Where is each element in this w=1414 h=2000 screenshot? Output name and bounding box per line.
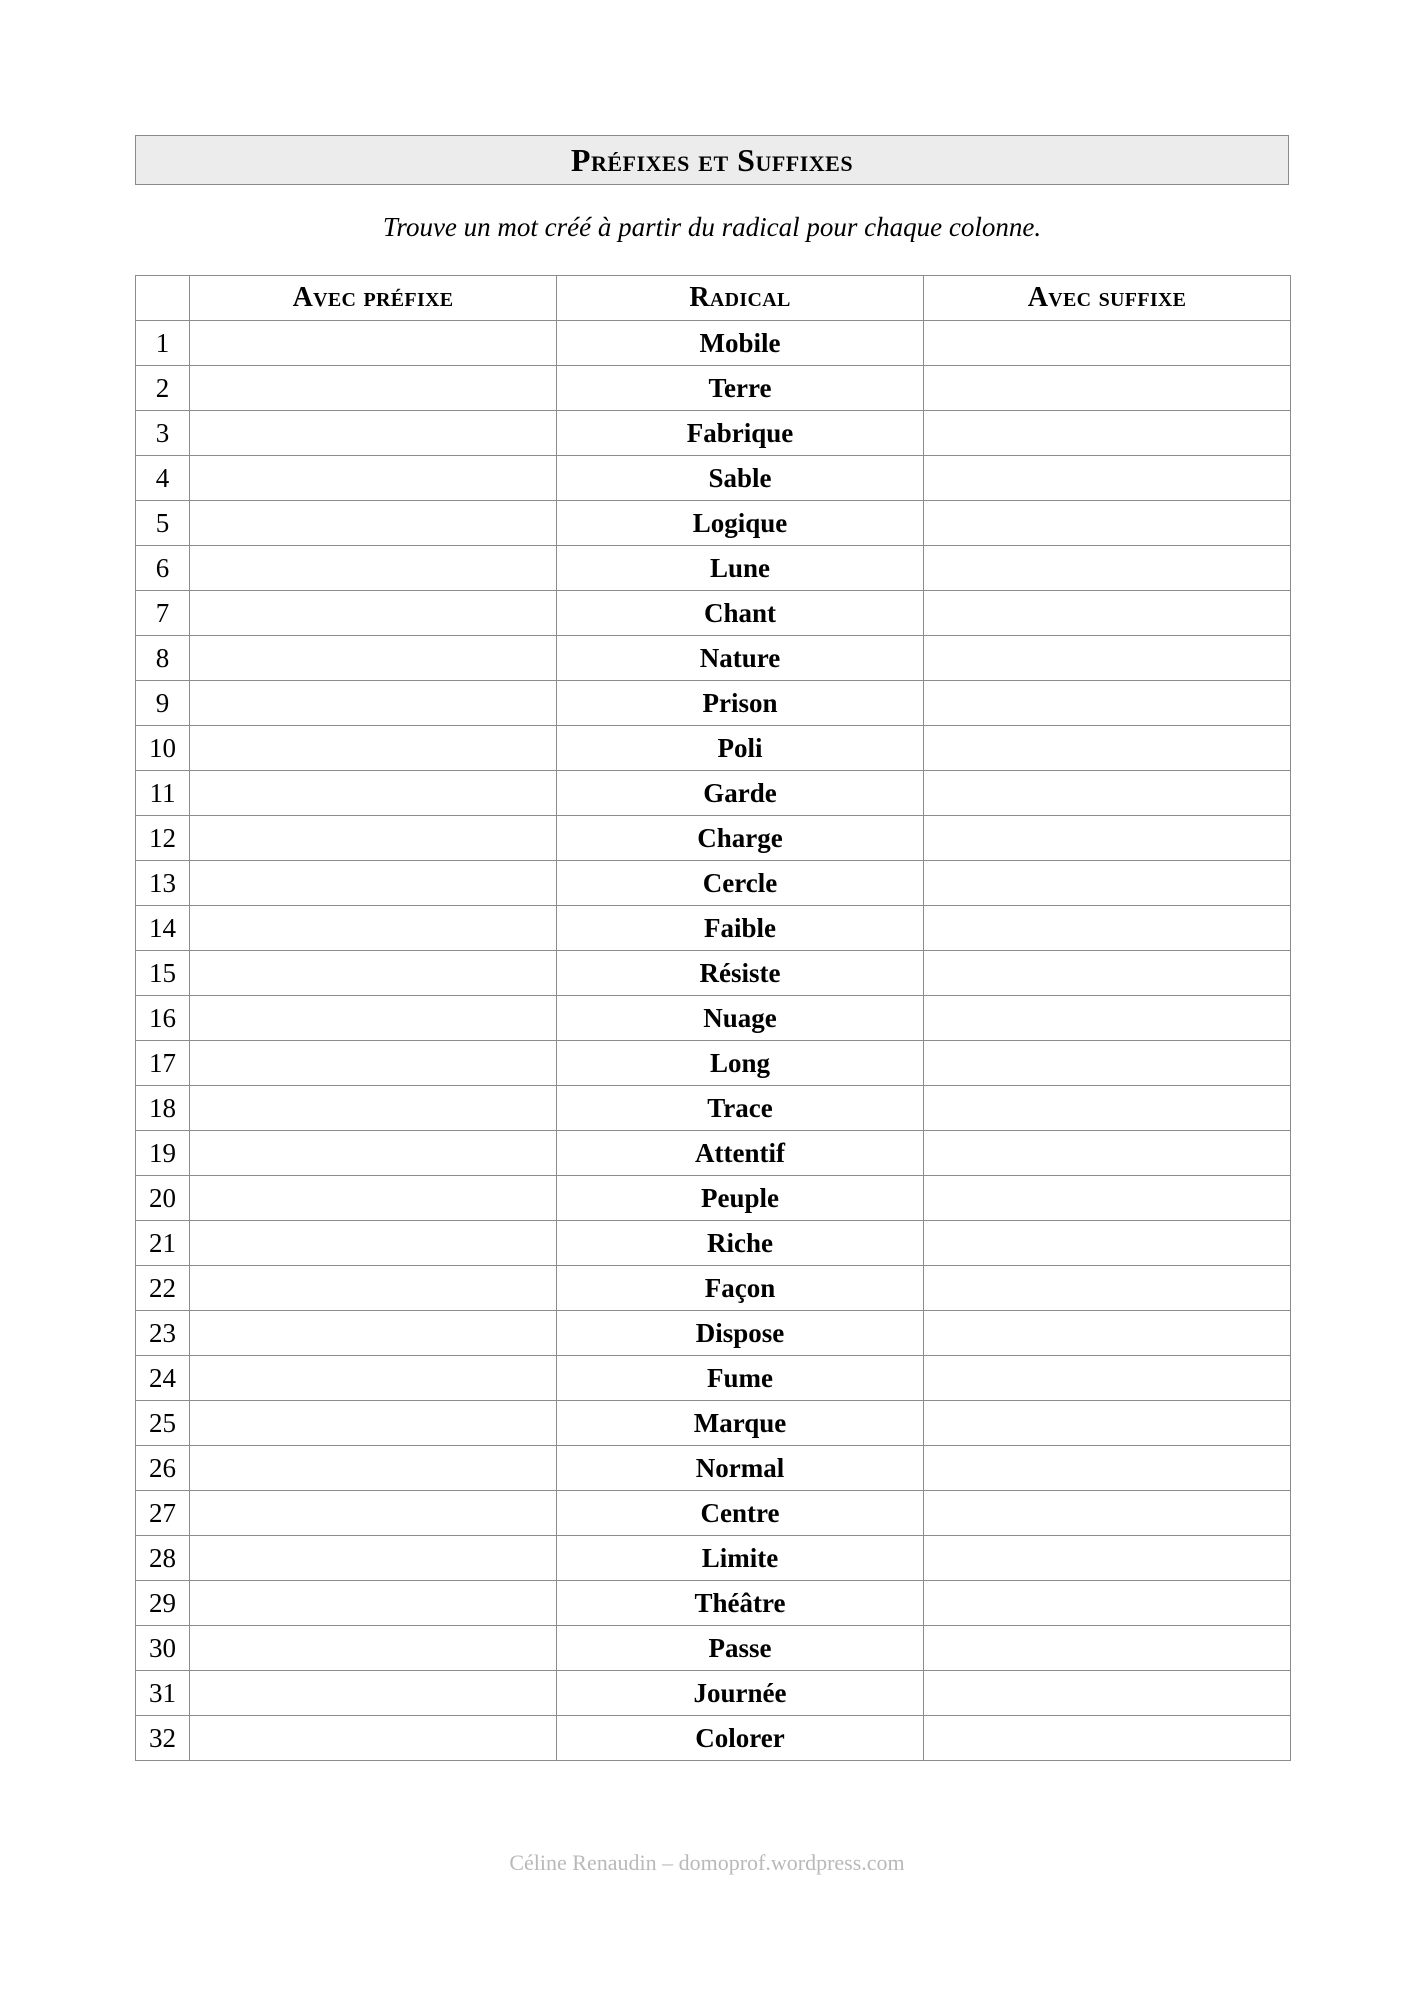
suffix-answer-cell[interactable]	[924, 996, 1291, 1041]
suffix-answer-cell[interactable]	[924, 816, 1291, 861]
table-row	[136, 546, 1291, 591]
table-row	[136, 1176, 1291, 1221]
radical-cell: Nuage	[557, 996, 924, 1041]
suffix-answer-cell[interactable]	[924, 1086, 1291, 1131]
radical-cell: Terre	[557, 366, 924, 411]
header-number	[136, 276, 190, 321]
row-number: 21	[136, 1221, 190, 1266]
radical-cell: Normal	[557, 1446, 924, 1491]
prefix-answer-cell[interactable]	[190, 996, 557, 1041]
row-number: 1	[136, 321, 190, 366]
prefix-answer-cell[interactable]	[190, 816, 557, 861]
suffix-answer-cell[interactable]	[924, 636, 1291, 681]
radical-cell: Chant	[557, 591, 924, 636]
prefix-answer-cell[interactable]	[190, 681, 557, 726]
suffix-answer-cell[interactable]	[924, 726, 1291, 771]
suffix-answer-cell[interactable]	[924, 951, 1291, 996]
radical-cell: Attentif	[557, 1131, 924, 1176]
header-radical: Radical	[557, 276, 924, 321]
prefix-answer-cell[interactable]	[190, 1491, 557, 1536]
table-row	[136, 1581, 1291, 1626]
table-row	[136, 411, 1291, 456]
suffix-answer-cell[interactable]	[924, 366, 1291, 411]
row-number: 26	[136, 1446, 190, 1491]
suffix-answer-cell[interactable]	[924, 1266, 1291, 1311]
radical-cell: Peuple	[557, 1176, 924, 1221]
radical-cell: Résiste	[557, 951, 924, 996]
row-number: 27	[136, 1491, 190, 1536]
table-row	[136, 1626, 1291, 1671]
row-number: 31	[136, 1671, 190, 1716]
prefix-answer-cell[interactable]	[190, 456, 557, 501]
prefix-answer-cell[interactable]	[190, 1581, 557, 1626]
radical-cell: Façon	[557, 1266, 924, 1311]
suffix-answer-cell[interactable]	[924, 906, 1291, 951]
table-row	[136, 1311, 1291, 1356]
suffix-answer-cell[interactable]	[924, 1491, 1291, 1536]
prefix-answer-cell[interactable]	[190, 591, 557, 636]
table-row	[136, 456, 1291, 501]
page-title: Préfixes et Suffixes	[135, 135, 1289, 185]
prefix-answer-cell[interactable]	[190, 411, 557, 456]
suffix-answer-cell[interactable]	[924, 1221, 1291, 1266]
header-prefix: Avec préfixe	[190, 276, 557, 321]
prefix-answer-cell[interactable]	[190, 501, 557, 546]
prefix-answer-cell[interactable]	[190, 1176, 557, 1221]
table-row	[136, 501, 1291, 546]
radical-cell: Nature	[557, 636, 924, 681]
table-row	[136, 726, 1291, 771]
suffix-answer-cell[interactable]	[924, 501, 1291, 546]
suffix-answer-cell[interactable]	[924, 1446, 1291, 1491]
suffix-answer-cell[interactable]	[924, 411, 1291, 456]
table-row	[136, 1356, 1291, 1401]
table-row	[136, 1131, 1291, 1176]
table-row	[136, 1536, 1291, 1581]
suffix-answer-cell[interactable]	[924, 861, 1291, 906]
table-row	[136, 321, 1291, 366]
table-row	[136, 816, 1291, 861]
table-row	[136, 1491, 1291, 1536]
table-row	[136, 1446, 1291, 1491]
row-number: 9	[136, 681, 190, 726]
row-number: 8	[136, 636, 190, 681]
row-number: 23	[136, 1311, 190, 1356]
row-number: 17	[136, 1041, 190, 1086]
radical-cell: Poli	[557, 726, 924, 771]
table-header-row	[136, 276, 1291, 321]
radical-cell: Passe	[557, 1626, 924, 1671]
table-row	[136, 681, 1291, 726]
radical-cell: Long	[557, 1041, 924, 1086]
row-number: 32	[136, 1716, 190, 1761]
table-row	[136, 1041, 1291, 1086]
radical-cell: Garde	[557, 771, 924, 816]
row-number: 20	[136, 1176, 190, 1221]
suffix-answer-cell[interactable]	[924, 1536, 1291, 1581]
row-number: 30	[136, 1626, 190, 1671]
table-body	[136, 321, 1291, 1761]
radical-cell: Dispose	[557, 1311, 924, 1356]
radical-cell: Mobile	[557, 321, 924, 366]
radical-cell: Limite	[557, 1536, 924, 1581]
table-row	[136, 861, 1291, 906]
prefix-answer-cell[interactable]	[190, 1401, 557, 1446]
row-number: 14	[136, 906, 190, 951]
row-number: 4	[136, 456, 190, 501]
row-number: 29	[136, 1581, 190, 1626]
radical-cell: Colorer	[557, 1716, 924, 1761]
suffix-answer-cell[interactable]	[924, 1716, 1291, 1761]
radical-cell: Faible	[557, 906, 924, 951]
table-row	[136, 591, 1291, 636]
suffix-answer-cell[interactable]	[924, 1581, 1291, 1626]
radical-cell: Lune	[557, 546, 924, 591]
suffix-answer-cell[interactable]	[924, 1176, 1291, 1221]
suffix-answer-cell[interactable]	[924, 456, 1291, 501]
table-row	[136, 1086, 1291, 1131]
prefix-answer-cell[interactable]	[190, 1086, 557, 1131]
table-row	[136, 951, 1291, 996]
prefix-answer-cell[interactable]	[190, 1446, 557, 1491]
prefix-answer-cell[interactable]	[190, 636, 557, 681]
row-number: 24	[136, 1356, 190, 1401]
radical-cell: Logique	[557, 501, 924, 546]
radical-cell: Journée	[557, 1671, 924, 1716]
radical-cell: Théâtre	[557, 1581, 924, 1626]
prefix-answer-cell[interactable]	[190, 321, 557, 366]
prefix-answer-cell[interactable]	[190, 1311, 557, 1356]
prefix-answer-cell[interactable]	[190, 861, 557, 906]
prefix-answer-cell[interactable]	[190, 726, 557, 771]
prefix-answer-cell[interactable]	[190, 366, 557, 411]
suffix-answer-cell[interactable]	[924, 1401, 1291, 1446]
row-number: 19	[136, 1131, 190, 1176]
radical-cell: Fabrique	[557, 411, 924, 456]
suffix-answer-cell[interactable]	[924, 1356, 1291, 1401]
table-row	[136, 1716, 1291, 1761]
row-number: 28	[136, 1536, 190, 1581]
word-table	[135, 275, 1291, 1761]
table-row	[136, 1266, 1291, 1311]
prefix-answer-cell[interactable]	[190, 1266, 557, 1311]
row-number: 5	[136, 501, 190, 546]
suffix-answer-cell[interactable]	[924, 1626, 1291, 1671]
row-number: 3	[136, 411, 190, 456]
table-row	[136, 636, 1291, 681]
prefix-answer-cell[interactable]	[190, 1671, 557, 1716]
radical-cell: Marque	[557, 1401, 924, 1446]
suffix-answer-cell[interactable]	[924, 1131, 1291, 1176]
footer-credit: Céline Renaudin – domoprof.wordpress.com	[509, 1850, 905, 1875]
radical-cell: Riche	[557, 1221, 924, 1266]
prefix-answer-cell[interactable]	[190, 1131, 557, 1176]
prefix-answer-cell[interactable]	[190, 771, 557, 816]
table-row	[136, 771, 1291, 816]
radical-cell: Prison	[557, 681, 924, 726]
row-number: 22	[136, 1266, 190, 1311]
suffix-answer-cell[interactable]	[924, 546, 1291, 591]
row-number: 15	[136, 951, 190, 996]
row-number: 25	[136, 1401, 190, 1446]
prefix-answer-cell[interactable]	[190, 1221, 557, 1266]
radical-cell: Trace	[557, 1086, 924, 1131]
suffix-answer-cell[interactable]	[924, 1311, 1291, 1356]
prefix-answer-cell[interactable]	[190, 906, 557, 951]
row-number: 7	[136, 591, 190, 636]
prefix-answer-cell[interactable]	[190, 1716, 557, 1761]
suffix-answer-cell[interactable]	[924, 321, 1291, 366]
table-row	[136, 1671, 1291, 1716]
row-number: 18	[136, 1086, 190, 1131]
suffix-answer-cell[interactable]	[924, 591, 1291, 636]
suffix-answer-cell[interactable]	[924, 771, 1291, 816]
table-row	[136, 366, 1291, 411]
suffix-answer-cell[interactable]	[924, 1671, 1291, 1716]
radical-cell: Cercle	[557, 861, 924, 906]
radical-cell: Sable	[557, 456, 924, 501]
prefix-answer-cell[interactable]	[190, 1536, 557, 1581]
radical-cell: Fume	[557, 1356, 924, 1401]
row-number: 10	[136, 726, 190, 771]
row-number: 12	[136, 816, 190, 861]
radical-cell: Centre	[557, 1491, 924, 1536]
prefix-answer-cell[interactable]	[190, 546, 557, 591]
table-row	[136, 1401, 1291, 1446]
row-number: 2	[136, 366, 190, 411]
suffix-answer-cell[interactable]	[924, 1041, 1291, 1086]
prefix-answer-cell[interactable]	[190, 1356, 557, 1401]
instruction-text: Trouve un mot créé à partir du radical pour chaque colonne.	[382, 212, 1042, 242]
table-row	[136, 996, 1291, 1041]
table-row	[136, 906, 1291, 951]
suffix-answer-cell[interactable]	[924, 681, 1291, 726]
row-number: 6	[136, 546, 190, 591]
row-number: 13	[136, 861, 190, 906]
table-row	[136, 1221, 1291, 1266]
prefix-answer-cell[interactable]	[190, 1626, 557, 1671]
row-number: 11	[136, 771, 190, 816]
prefix-answer-cell[interactable]	[190, 1041, 557, 1086]
radical-cell: Charge	[557, 816, 924, 861]
prefix-answer-cell[interactable]	[190, 951, 557, 996]
header-suffix: Avec suffixe	[924, 276, 1291, 321]
row-number: 16	[136, 996, 190, 1041]
